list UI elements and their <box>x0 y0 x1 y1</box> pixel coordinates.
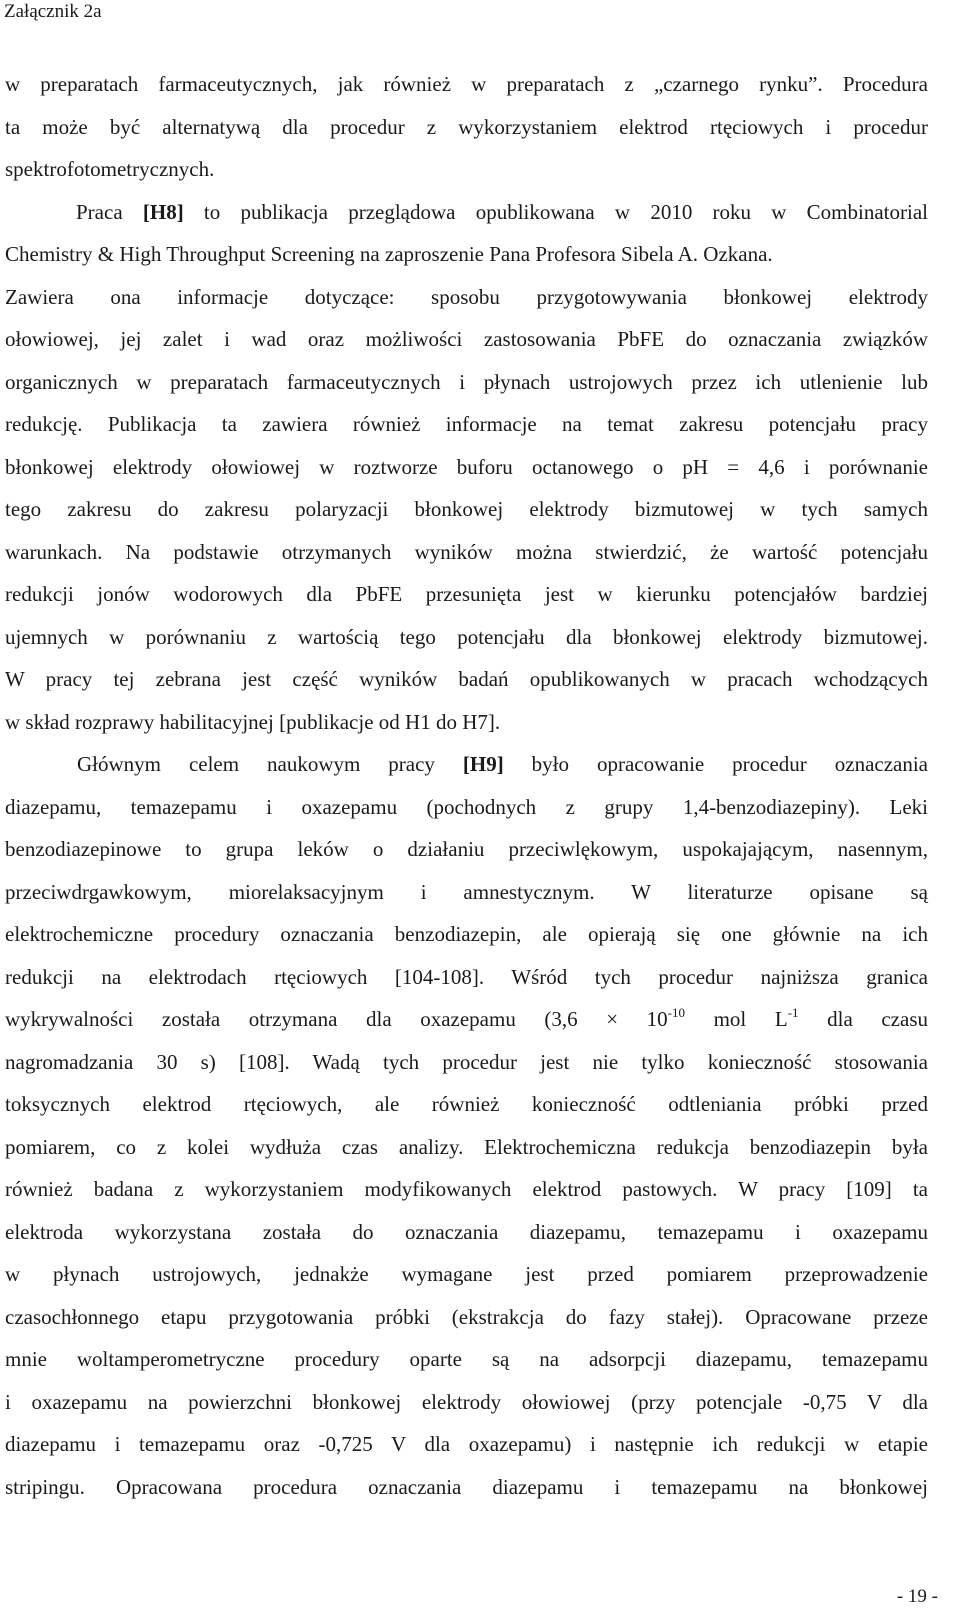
text-line: Praca [H8] to publikacja przeglądowa opublikowana w 2010 roku w Combinatorial <box>76 199 928 224</box>
text-line: diazepamu i temazepamu oraz -0,725 V dla oxazepamu) i następnie ich redukcji w etapie <box>5 1432 928 1456</box>
text-line: czasochłonnego etapu przygotowania próbki (ekstrakcja do fazy stałej). Opracowane przeze <box>5 1304 928 1329</box>
exponent: -10 <box>667 1005 686 1020</box>
text-line: diazepamu, temazepamu i oxazepamu (pochodnych z grupy 1,4-benzodiazepiny). Leki <box>5 794 928 819</box>
text-line: Zawiera ona informacje dotyczące: sposobu przygotowywania błonkowej elektrody <box>5 284 928 309</box>
text-line: w płynach ustrojowych, jednakże wymagane jest przed pomiarem przeprowadzenie <box>5 1262 928 1286</box>
text-line: W pracy tej zebrana jest część wyników badań opublikowanych w pracach wchodzących <box>5 667 928 691</box>
text-line: błonkowej elektrody ołowiowej w roztworze buforu octanowego o pH = 4,6 i porównanie <box>5 454 928 479</box>
page-header: Załącznik 2a <box>4 1 102 22</box>
text-line: pomiarem, co z kolei wydłuża czas analizy. Elektrochemiczna redukcja benzodiazepin była <box>5 1134 928 1159</box>
text-line: również badana z wykorzystaniem modyfikowanych elektrod pastowych. W pracy [109] ta <box>5 1177 928 1201</box>
text-line: w preparatach farmaceutycznych, jak również w preparatach z „czarnego rynku”. Procedura <box>5 72 928 96</box>
reference-h9: [H9] <box>462 752 504 776</box>
text-line: stripingu. Opracowana procedura oznaczania diazepamu i temazepamu na błonkowej <box>5 1474 928 1499</box>
body-text <box>5 63 928 1508</box>
text-line: warunkach. Na podstawie otrzymanych wyników można stwierdzić, że wartość potencjału <box>5 539 928 564</box>
text-line: elektroda wykorzystana została do oznaczania diazepamu, temazepamu i oxazepamu <box>5 1219 928 1244</box>
exponent: -1 <box>787 1005 799 1020</box>
text-line: tego zakresu do zakresu polaryzacji błonkowej elektrody bizmutowej w tych samych <box>5 497 928 521</box>
text-line: spektrofotometrycznych. <box>5 157 215 181</box>
text-line: nagromadzania 30 s) [108]. Wadą tych procedur jest nie tylko konieczność stosowania <box>5 1049 928 1074</box>
page-number: - 19 - <box>896 1586 938 1607</box>
text-line: redukcję. Publikacja ta zawiera również informacje na temat zakresu potencjału pracy <box>5 412 928 436</box>
text-line: ujemnych w porównaniu z wartością tego potencjału dla błonkowej elektrody bizmutowej. <box>5 624 928 649</box>
text-line: redukcji jonów wodorowych dla PbFE przesunięta jest w kierunku potencjałów bardziej <box>5 582 928 606</box>
text-line: organicznych w preparatach farmaceutycznych i płynach ustrojowych przez ich utlenienie lub <box>5 369 928 394</box>
text-line: toksycznych elektrod rtęciowych, ale również konieczność odtleniania próbki przed <box>5 1092 928 1116</box>
text-line: ołowiowej, jej zalet i wad oraz możliwości zastosowania PbFE do oznaczania związków <box>5 327 928 351</box>
text-line: i oxazepamu na powierzchni błonkowej elektrody ołowiowej (przy potencjale -0,75 V dla <box>5 1389 928 1414</box>
text-line: ta może być alternatywą dla procedur z wykorzystaniem elektrod rtęciowych i procedur <box>5 114 928 139</box>
text-line: mnie woltamperometryczne procedury oparte są na adsorpcji diazepamu, temazepamu <box>5 1347 928 1371</box>
text-line: przeciwdrgawkowym, miorelaksacyjnym i amnestycznym. W literaturze opisane są <box>5 879 928 904</box>
text-line: wykrywalności została otrzymana dla oxazepamu ($3,6 \times 10^{-10}$ mol $L^{-1}$ dla czasu <box>5 1005 928 1031</box>
text-line: Chemistry & High Throughput Screening na zaproszenie Pana Profesora Sibela A. Ozkana. <box>5 242 773 266</box>
text-line: w skład rozprawy habilitacyjnej [publikacje od H1 do H7]. <box>5 709 501 734</box>
text-line: benzodiazepinowe to grupa leków o działaniu przeciwlękowym, uspokajającym, nasennym, <box>5 837 928 861</box>
text-line: elektrochemiczne procedury oznaczania benzodiazepin, ale opierają się one głównie na ich <box>5 922 928 946</box>
text-line: Głównym celem naukowym pracy [H9] było opracowanie procedur oznaczania <box>77 752 929 776</box>
reference-h8: [H8] <box>142 199 184 224</box>
text-line: redukcji na elektrodach rtęciowych [104-108]. Wśród tych procedur najniższa granica <box>5 964 928 989</box>
